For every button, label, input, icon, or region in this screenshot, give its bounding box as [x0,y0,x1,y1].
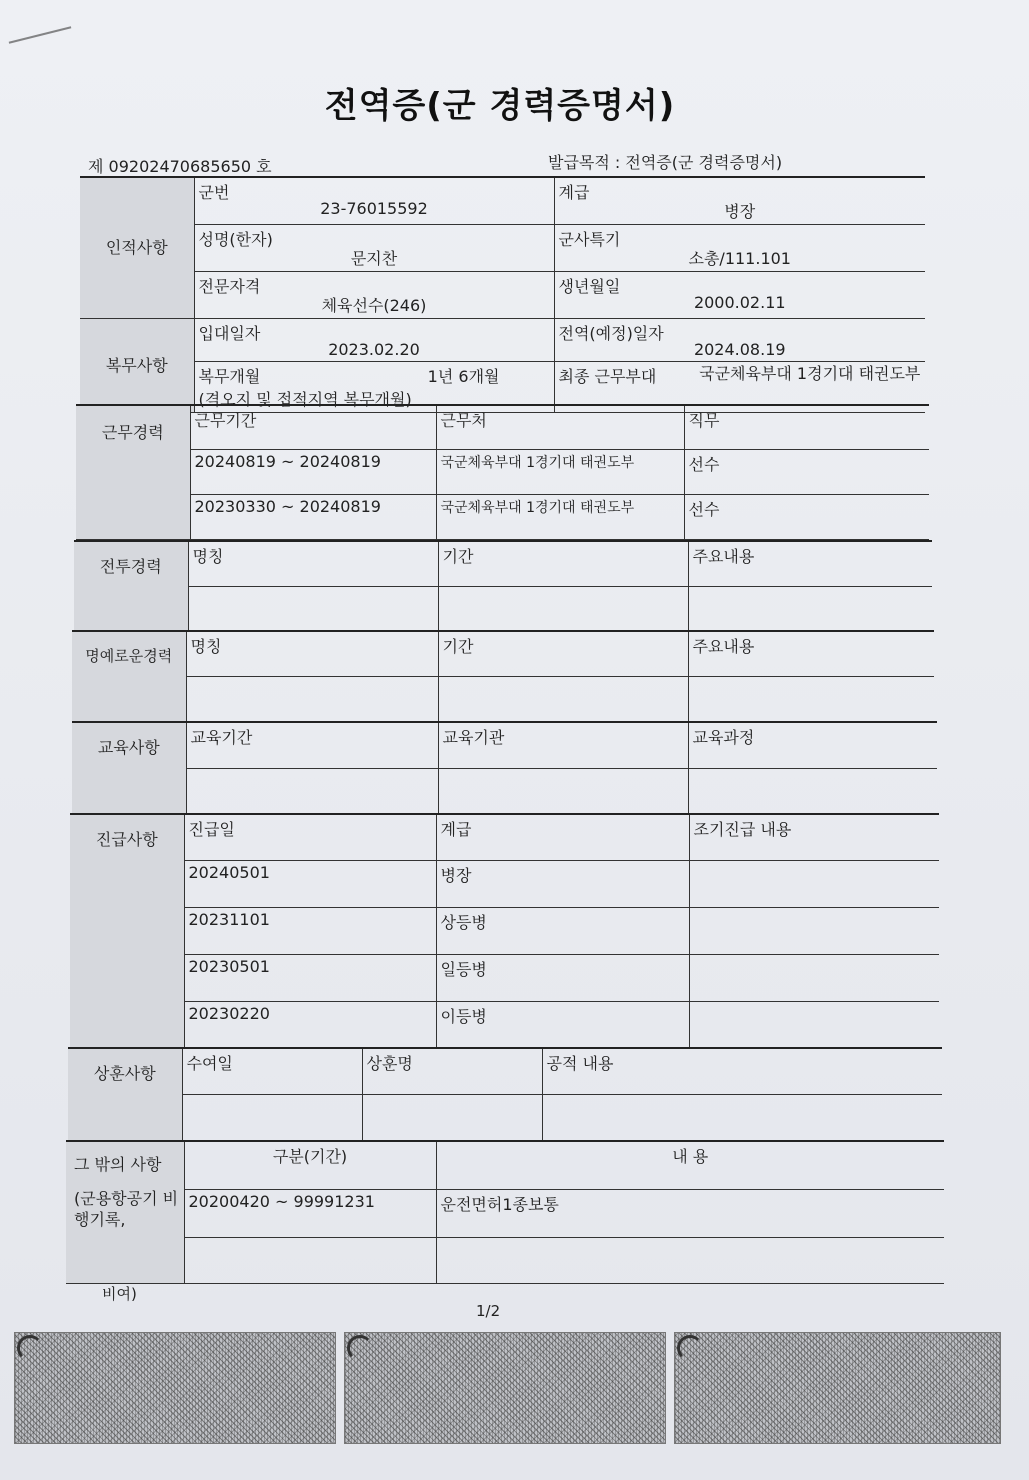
promotion-early [689,907,939,954]
table-row [70,1001,939,1048]
career-place: 국군체육부대 1경기대 태권도부 [436,449,684,494]
rank-cell [554,177,925,225]
specialty-value: 소총/111.101 [688,249,791,268]
section-honor: 명예로운경력 [72,631,186,721]
section-combat: 전투경력 [74,541,188,631]
section-other-subtitle: (군용항공기 비행기록, [74,1188,179,1230]
section-promotion: 진급사항 [70,814,184,1048]
page-number: 1/2 [476,1302,501,1320]
discharge-label: 전역(예정)일자 [558,324,664,343]
promotion-header-early: 조기진급 내용 [689,814,939,860]
section-service: 복무사항 [80,319,194,413]
promotion-date: 20231101 [184,907,436,954]
name-cell [194,225,554,272]
honor-header-name: 명칭 [186,631,438,676]
pen-mark [9,26,72,43]
section-other-title: 그 밖의 사항 [74,1155,162,1174]
final-unit-label: 최종 근무부대 [558,367,657,386]
promotion-header-rank: 계급 [436,814,689,860]
section-other [66,1141,184,1283]
corner-mark-icon [347,1335,373,1361]
table-row [76,494,929,539]
promotion-early [689,1001,939,1048]
honor-header-content: 주요내용 [688,631,934,676]
document-number: 제 09202470685650 호 [88,157,272,176]
qualification-cell [194,272,554,319]
career-duty: 선수 [684,449,929,494]
discharge-value: 2024.08.19 [693,340,786,359]
section-award: 상훈사항 [68,1048,182,1141]
promotion-rank: 병장 [436,860,689,907]
rank-label: 계급 [558,183,590,202]
honor-header-period: 기간 [438,631,688,676]
specialty-cell [554,225,925,272]
final-unit-value: 국군체육부대 1경기대 태권도부 [699,364,921,383]
promotion-early [689,954,939,1001]
table-row [76,449,929,494]
name-label: 성명(한자) [198,230,273,249]
rank-value: 병장 [724,202,756,221]
issue-purpose: 발급목적 : 전역증(군 경력증명서) [548,153,783,172]
other-header-category: 구분(기간) [184,1141,436,1189]
security-pattern [14,1332,336,1444]
enlist-label: 입대일자 [198,324,261,343]
birth-label: 생년월일 [558,277,621,296]
award-header-content: 공적 내용 [542,1048,942,1094]
education-table [72,721,937,815]
promotion-early [689,860,939,907]
discharge-cell [554,319,925,362]
promotion-date: 20240501 [184,860,436,907]
career-header-place: 근무처 [436,405,684,449]
career-place: 국군체육부대 1경기대 태권도부 [436,494,684,539]
personal-service-table [80,176,925,413]
section-other-tail: 비여) [102,1285,137,1303]
service-number-value: 23-76015592 [320,199,428,218]
promotion-rank: 상등병 [436,907,689,954]
name-value: 문지찬 [350,249,398,268]
education-header-course: 교육과정 [688,722,937,768]
table-row [70,907,939,954]
security-pattern [344,1332,666,1444]
other-content: 운전면허1종보통 [436,1189,944,1237]
award-header-name: 상훈명 [362,1048,542,1094]
service-months-sublabel: (격오지 및 접적지역 복무개월) [198,390,412,409]
career-period: 20240819 ~ 20240819 [190,449,436,494]
promotion-date: 20230501 [184,954,436,1001]
combat-header-name: 명칭 [188,541,438,586]
career-header-duty: 직무 [684,405,929,449]
table-row [70,860,939,907]
enlist-cell [194,319,554,362]
career-header-period: 근무기간 [190,405,436,449]
promotion-rank: 일등병 [436,954,689,1001]
qualification-value: 체육선수(246) [321,296,427,315]
corner-mark-icon [17,1335,43,1361]
education-header-period: 교육기간 [186,722,438,768]
honor-table [72,630,934,722]
security-pattern [674,1332,1001,1444]
table-row [66,1189,944,1237]
promotion-table [70,813,939,1049]
birth-value: 2000.02.11 [693,293,786,312]
promotion-header-date: 진급일 [184,814,436,860]
qualification-label: 전문자격 [198,277,261,296]
enlist-value: 2023.02.20 [328,340,420,359]
other-header-content: 내 용 [436,1141,944,1189]
birth-cell [554,272,925,319]
service-months-value: 1년 6개월 [427,367,500,386]
corner-mark-icon [677,1335,703,1361]
section-career: 근무경력 [76,405,190,539]
promotion-rank: 이등병 [436,1001,689,1048]
section-personal: 인적사항 [80,177,194,319]
combat-header-content: 주요내용 [688,541,932,586]
combat-header-period: 기간 [438,541,688,586]
career-duty: 선수 [684,494,929,539]
service-number-label: 군번 [198,183,230,202]
other-category: 20200420 ~ 99991231 [184,1189,436,1237]
education-header-institution: 교육기관 [438,722,688,768]
career-table [76,404,929,540]
other-table [66,1140,944,1284]
promotion-date: 20230220 [184,1001,436,1048]
section-education: 교육사항 [72,722,186,814]
award-table [68,1047,942,1142]
service-months-label: 복무개월 [198,367,261,386]
award-header-date: 수여일 [182,1048,362,1094]
service-number-cell [194,177,554,225]
table-row [70,954,939,1001]
career-period: 20230330 ~ 20240819 [190,494,436,539]
combat-table [74,540,932,632]
document-title: 전역증(군 경력증명서) [324,86,676,126]
specialty-label: 군사특기 [558,230,621,249]
